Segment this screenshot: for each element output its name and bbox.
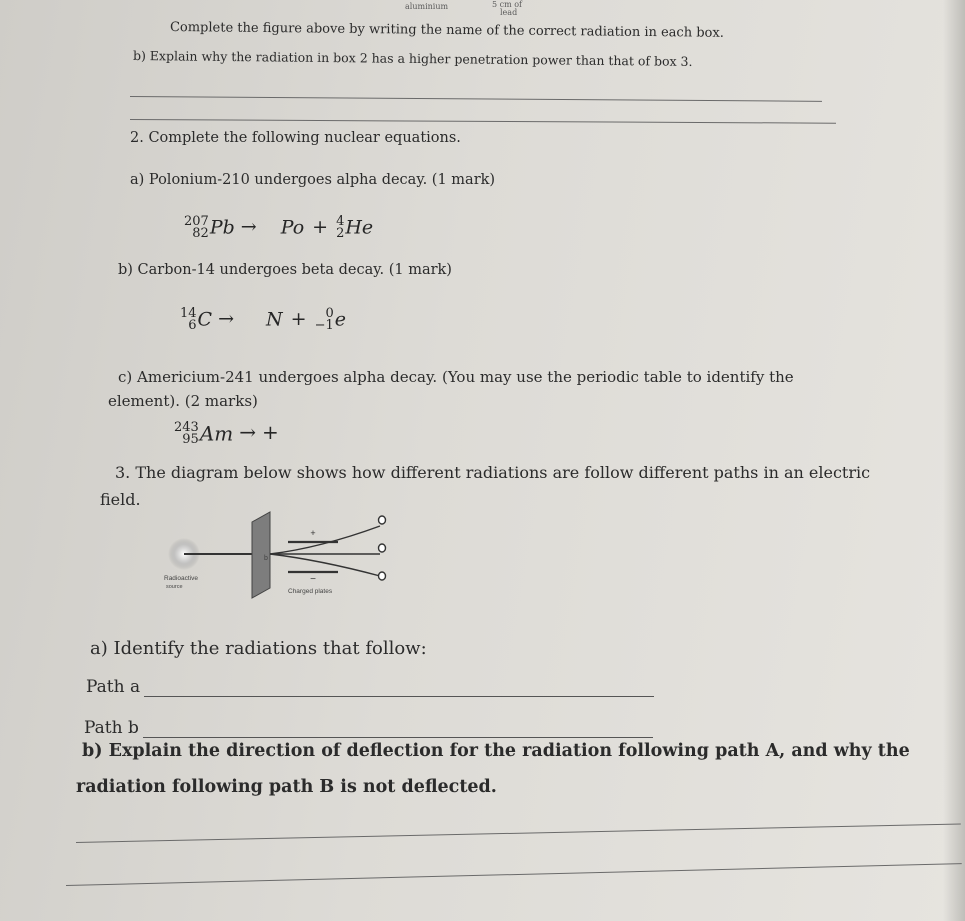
path-b-label: Path b [84, 718, 139, 738]
q3-title-2: field. [100, 490, 141, 509]
path-a-label: Path a [86, 677, 141, 697]
q1-part-b: b) Explain why the radiation in box 2 has a higher penetration power than that of box 3. [132, 48, 693, 69]
q2b-text: b) Carbon-14 undergoes beta decay. (1 mark) [118, 262, 452, 278]
q1-instruction: Complete the figure above by writing the name of the correct radiation in each box. [169, 20, 724, 41]
top-label-aluminium: aluminium [405, 2, 449, 11]
source-label-1: Radioactive [164, 575, 198, 582]
q3b-text-1: b) Explain the direction of deflection for the radiation following path A, and why the [82, 741, 910, 761]
q3b-text-2: radiation following path B is not deflected. [76, 777, 497, 797]
page-edge-shadow [943, 0, 965, 921]
equation-a: 207 82 Pb → Po + 4 2 He [184, 214, 374, 241]
electron-symbol: 0 −1 [314, 306, 334, 333]
path-a-answer-line[interactable] [144, 696, 654, 697]
plates-label: Charged plates [288, 588, 333, 595]
answer-line-3[interactable] [76, 823, 961, 843]
q2c-text-1: c) Americium-241 undergoes alpha decay. (You may use the periodic table to identify the [118, 368, 794, 386]
source-label-2: source [166, 584, 183, 590]
detector-a-icon [379, 516, 386, 524]
path-b-letter: b [264, 555, 268, 562]
equation-c: 243 95 Am → + [174, 420, 279, 447]
helium-isotope: 4 2 [336, 214, 345, 241]
answer-line-2 [130, 119, 836, 124]
path-b-answer-line[interactable] [143, 737, 653, 738]
path-b-row [84, 718, 653, 738]
answer-line-1 [130, 96, 822, 102]
q3-title-1: 3. The diagram below shows how different radiations are follow different paths in an electric [115, 463, 871, 482]
q2c-text-2: element). (2 marks) [108, 392, 258, 410]
lead-isotope: 207 82 [184, 214, 209, 241]
americium-isotope: 243 95 [174, 420, 199, 447]
detector-c-icon [379, 572, 386, 580]
top-label-lead-1: 5 cm of [492, 0, 523, 9]
detector-b-icon [379, 544, 386, 552]
q2-title: 2. Complete the following nuclear equations. [130, 130, 461, 146]
answer-line-4[interactable] [66, 863, 962, 886]
minus-sign: − [310, 574, 316, 585]
path-a-row [86, 677, 654, 697]
q3a-title: a) Identify the radiations that follow: [90, 638, 427, 659]
electric-field-diagram [160, 508, 400, 608]
equation-b: 14 6 C → N + 0 −1 e [180, 306, 346, 333]
q2a-text: a) Polonium-210 undergoes alpha decay. (1 mark) [130, 172, 496, 188]
plus-sign: + [310, 528, 316, 538]
carbon-isotope: 14 6 [180, 306, 197, 333]
path-a-curve [270, 526, 380, 554]
top-label-lead-2: lead [500, 8, 518, 17]
